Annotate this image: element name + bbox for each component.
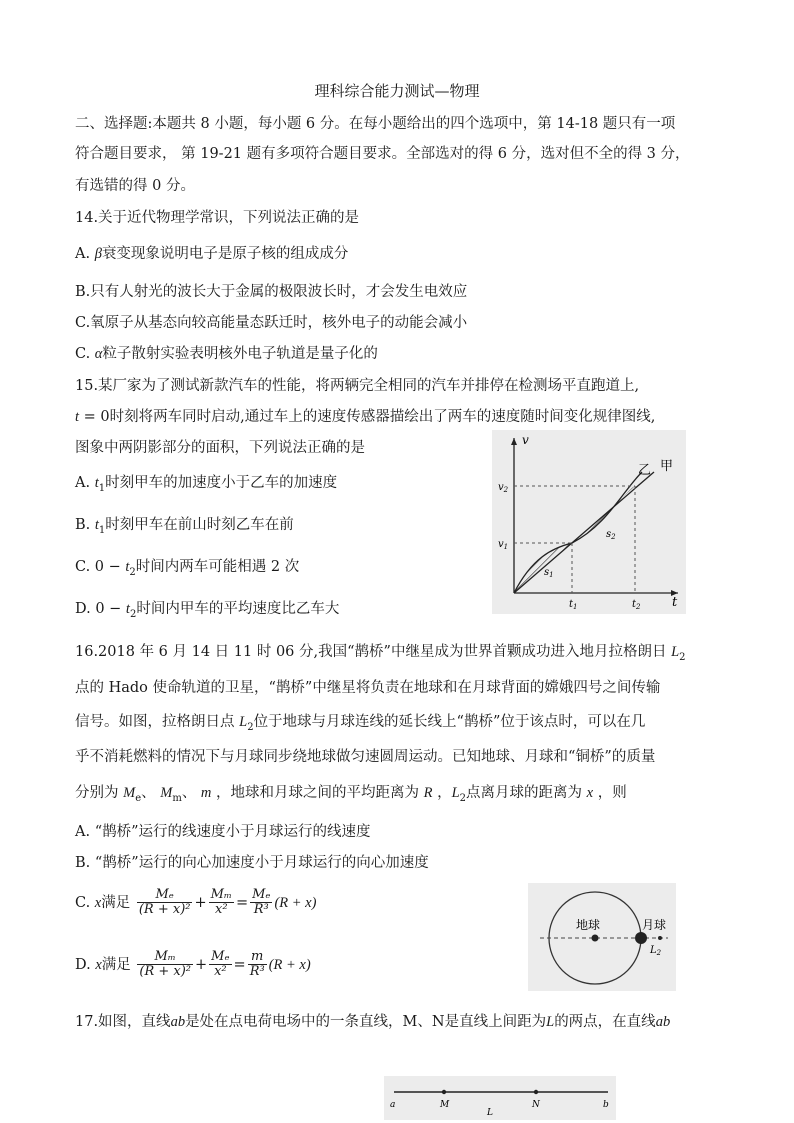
label-m: M [440,1100,450,1110]
fraction: $\frac{\text{Mₘ}}{\text{(R + x)²}}$ [139,949,192,980]
math-expr: (R + x) [274,894,317,911]
moon-label: 月球 [642,918,667,932]
option-label: B. [75,517,95,533]
math-var: L [546,1014,555,1030]
velocity-time-graph [492,430,686,614]
operator: = [233,956,246,973]
option-text: 满足 [101,956,131,973]
stem-text: 16.2018 年 6 月 14 日 11 时 06 分,我国“鹊桥”中继星成为世界首颗成功进入地月拉格朗日 [75,644,672,660]
q14-option-c: C.氧原子从基态向较高能量态跃迁时，核外电子的动能会减小 [75,315,468,331]
fraction: $\frac{\text{Mₘ}}{\text{x²}}$ [210,887,232,918]
q16-stem-line-4: 乎不消耗燃料的情况下与月球同步绕地球做匀速圆周运动。已知地球、月球和“铜桥”的质量 [75,749,656,765]
math-var: L [239,714,248,730]
t1-label: $t_1$ [569,599,578,611]
math-expr: (R + x) [268,956,311,973]
math-var: m [200,785,212,801]
operator: + [195,956,208,973]
math-var: t [75,409,80,425]
math-var: ab [170,1014,186,1030]
y-axis-label: v [522,433,529,447]
operator: + [194,894,207,911]
stem-text: 是处在点电荷电场中的一条直线，M、N是直线上间距为 [185,1014,547,1030]
q15-option-a [75,471,337,494]
v1-label: $v_1$ [498,539,509,551]
q16-option-a: A. “鹊桥”运行的线速度小于月球运行的线速度 [75,824,371,840]
math-var: x [586,785,594,801]
option-label: C. [75,894,95,911]
fraction: $\frac{\text{Mₑ}}{\text{x²}}$ [211,949,230,980]
option-label: A. [75,475,95,491]
q14-option-a [75,242,348,263]
math-sub: 1 [98,482,106,494]
math-var: t [94,475,99,491]
label-l: L [487,1108,493,1118]
q15-option-b [75,513,294,536]
q14-option-d [75,342,378,363]
l2-label: $L_2$ [650,945,662,957]
q15-stem-line-3: 图象中两阴影部分的面积，下列说法正确的是 [75,440,365,456]
math-var: x [95,956,102,973]
alpha-symbol: α [94,346,103,362]
section-instruction-line-3: 有选错的得 0 分。 [75,178,195,194]
earth-moon-orbit-diagram [528,883,676,991]
q15-stem-line-1: 15.某厂家为了测试新款汽车的性能，将两辆完全相同的汽车并排停在检测场平直跑道上, [75,378,640,394]
option-text: 满足 [101,894,131,911]
stem-text: 点离月球的距离为 [466,785,587,801]
fraction: $\frac{\text{Mₑ}}{\text{R³}}$ [252,887,271,918]
math-sub: 2 [129,608,137,620]
q16-stem-line-5 [75,781,627,804]
stem-text: 的两点，在直线 [554,1014,656,1030]
math-var: t [94,517,99,533]
option-text: 时刻甲车的加速度小于乙车的加速度 [105,475,338,491]
option-label: D. [75,956,96,973]
t2-label: $t_2$ [632,599,641,611]
q15-option-d [75,597,339,620]
q14-option-b: B.只有人射光的波长大于金属的极限波长时，才会发生电效应 [75,284,468,300]
beta-symbol: β [94,246,102,262]
math-var: L [451,785,460,801]
stem-text: 信号。如图，拉格朗日点 [75,714,240,730]
math-var: t [125,601,130,617]
math-sub: m [172,792,182,804]
line-ab-diagram [384,1076,616,1120]
q16-option-c [75,888,316,918]
section-instruction-line-2: 符合题目要求， 第 19-21 题有多项符合题目要求。全部选对的得 6 分，选对但不全的得 3 分， [75,146,690,162]
q16-stem-line-2: 点的 Hado 使命轨道的卫星，“鹊桥”中继星将负责在地球和在月球背面的嫦娥四号之间传输 [75,680,661,696]
q14-stem: 14.关于近代物理学常识，下列说法正确的是 [75,210,360,226]
q15-stem-line-2 [75,405,655,426]
q16-option-d [75,950,311,980]
math-sub: 2 [129,566,136,578]
math-var: x [94,894,102,911]
car-jia-label: 甲 [660,459,674,474]
option-text: 时间内两车可能相遇 2 次 [135,559,300,575]
option-text: 时间内甲车的平均速度比乙车大 [136,601,340,617]
math-var: t [125,559,130,575]
option-text: 衰变现象说明电子是原子核的组成成分 [101,246,349,262]
q15-option-c [75,555,299,578]
stem-text: 时刻将两车同时启动,通过车上的速度传感器描绘出了两车的速度随时间变化规律图线, [109,409,656,425]
point-m [442,1090,446,1094]
stem-text: 分别为 [75,785,124,801]
math-sub: e [135,792,142,804]
s2-label: $s_2$ [606,529,616,541]
math-sub: 1 [98,524,106,536]
option-label: D. 0 − [75,601,126,617]
stem-text: ，地球和月球之间的平均距离为 [211,785,424,801]
option-label: C. 0 − [75,559,126,575]
label-n: N [532,1100,540,1110]
math-sub: 2 [247,721,254,733]
option-text: 时刻甲车在前山时刻乙车在前 [105,517,294,533]
math-sub: 2 [679,651,686,663]
option-text: 粒子散射实验表明核外电子轨道是量子化的 [102,346,378,362]
math-var: R [423,785,433,801]
math-var: L [671,644,680,660]
earth-label: 地球 [576,918,601,932]
stem-text: 17.如图，直线 [75,1014,171,1030]
stem-text: ，则 [593,785,627,801]
earth-dot [592,935,599,942]
math-var: M [160,785,173,801]
stem-text: 位于地球与月球连线的延长线上“鹊桥”位于该点时，可以在几 [253,714,646,730]
x-axis-label: t [672,595,678,610]
operator: = [235,894,249,911]
fraction: $\frac{\text{Mₑ}}{\text{(R + x)²}}$ [138,887,191,918]
stem-text: ， [432,785,452,801]
car-yi-label: 乙 [638,463,652,478]
v2-label: $v_2$ [498,482,509,494]
q17-stem [75,1010,670,1031]
figure-background [384,1076,616,1120]
math-eq: = 0 [79,409,110,425]
fraction: $\frac{m}{\text{R³}}$ [249,949,265,980]
math-var: ab [655,1014,671,1030]
page-title: 理科综合能力测试—物理 [314,82,480,100]
figure-background [528,883,676,991]
option-label: C. [75,346,95,362]
s1-label: $s_1$ [544,567,554,579]
option-label: A. [75,246,95,262]
separator: 、 [181,785,201,801]
q16-stem-line-1 [75,640,686,663]
math-sub: 2 [459,792,467,804]
l2-point [658,936,662,940]
label-b: b [603,1100,609,1110]
math-var: M [123,785,136,801]
section-instruction-line-1: 二、选择题:本题共 8 小题，每小题 6 分。在每小题给出的四个选项中，第 14-18 题只有一项 [75,116,676,132]
q16-stem-line-3 [75,710,645,733]
separator: 、 [141,785,161,801]
point-n [534,1090,538,1094]
q16-option-b: B. “鹊桥”运行的向心加速度小于月球运行的向心加速度 [75,855,429,871]
label-a: a [390,1100,396,1110]
moon-dot [635,932,647,944]
